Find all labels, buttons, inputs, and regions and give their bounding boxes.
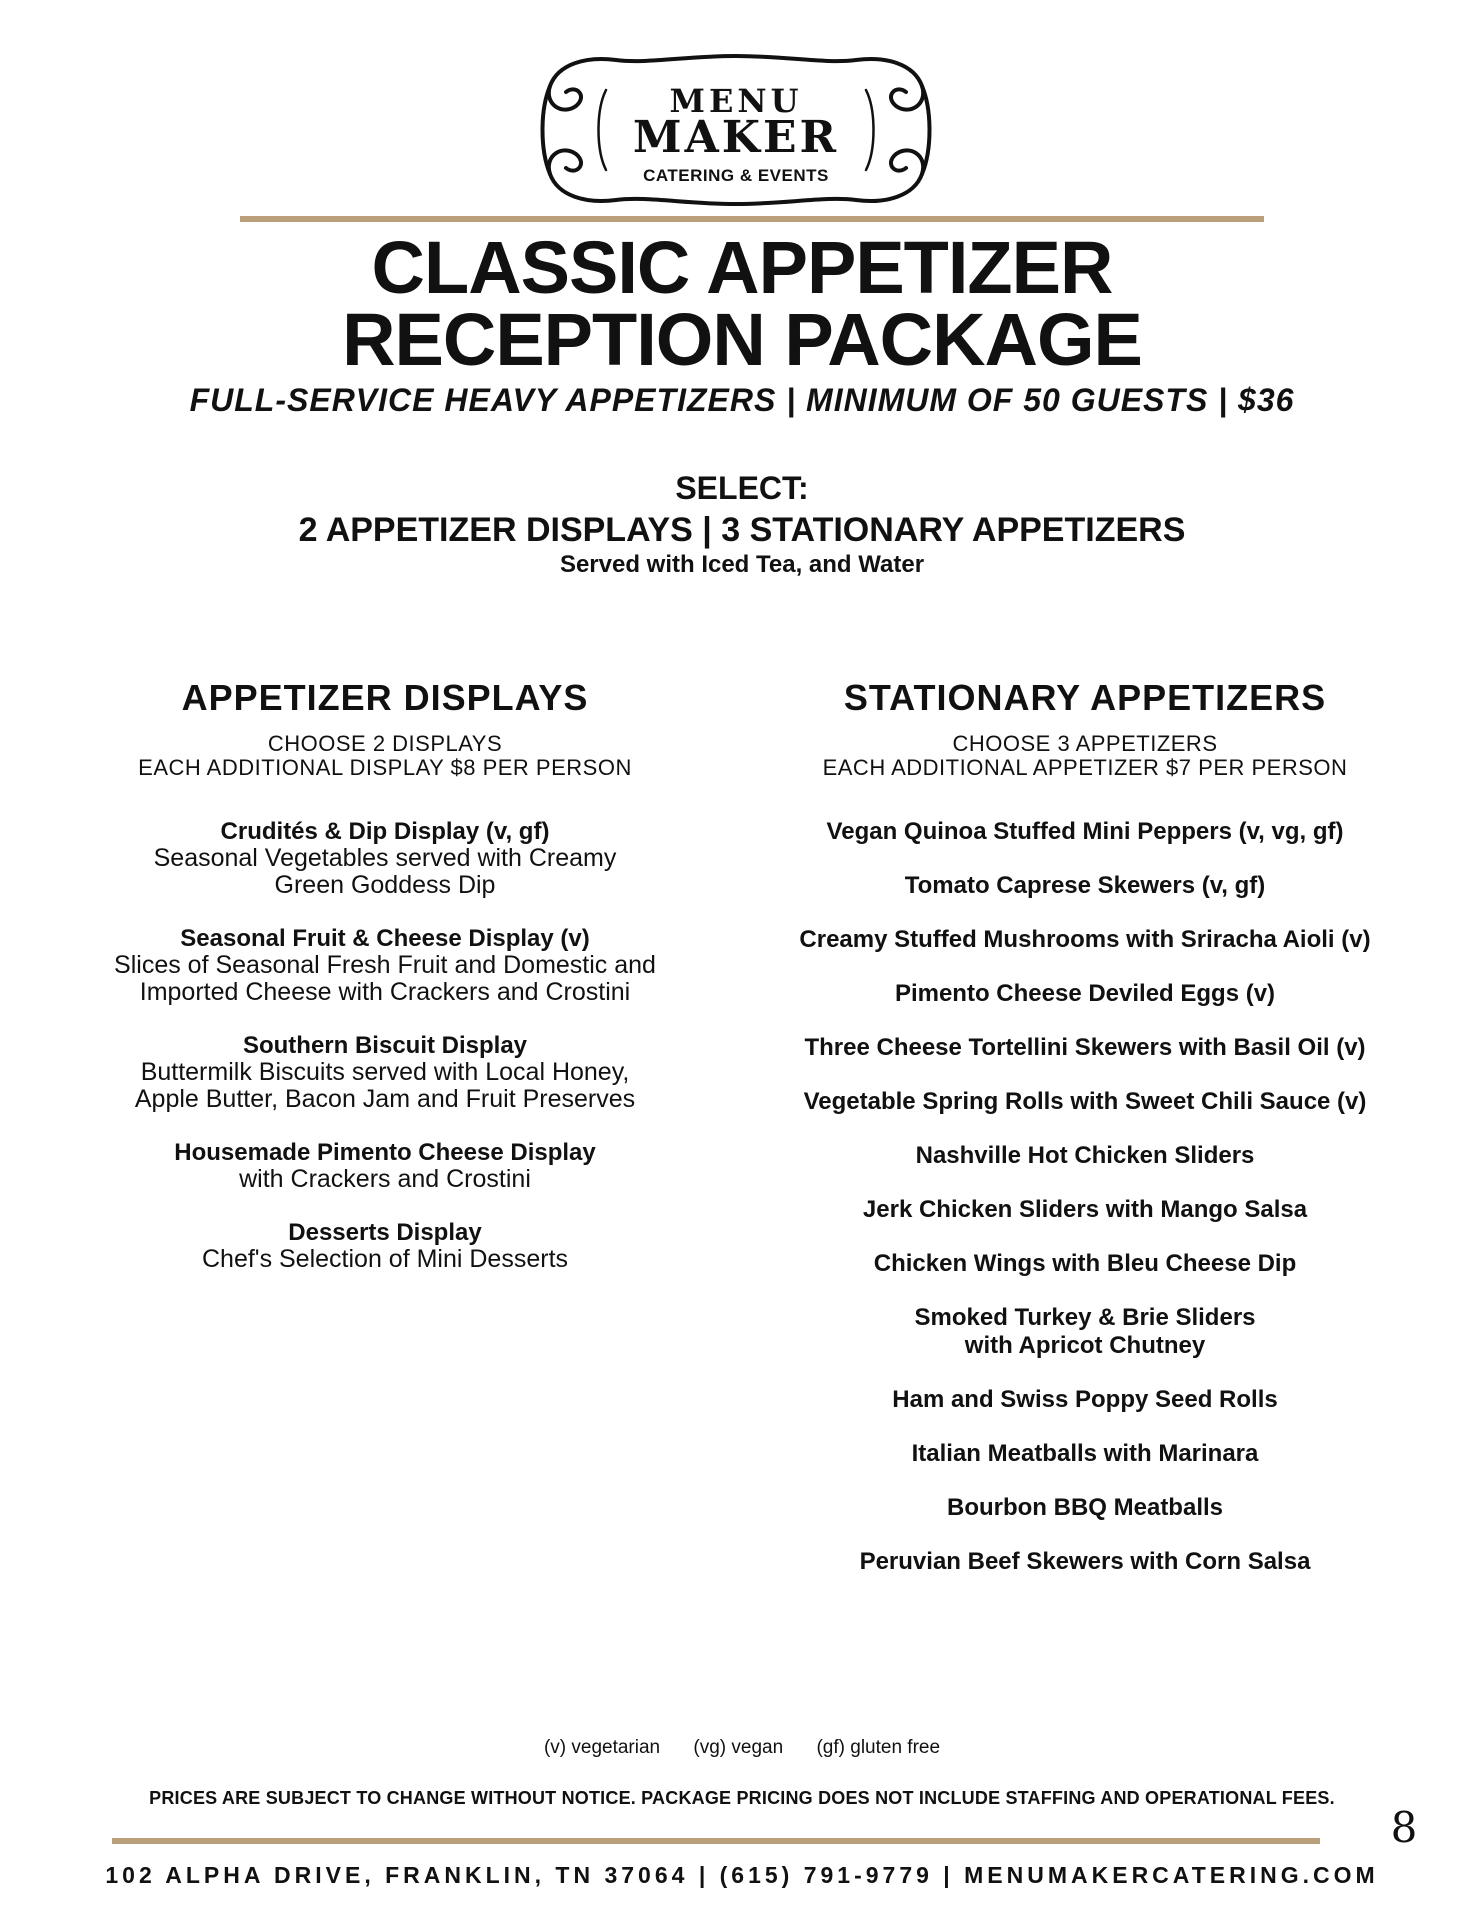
footer-contact: 102 ALPHA DRIVE, FRANKLIN, TN 37064 | (615) 791-9779 | MENUMAKERCATERING.COM <box>105 1862 1379 1888</box>
list-item: Nashville Hot Chicken Sliders <box>915 1142 1255 1169</box>
list-item: Jerk Chicken Sliders with Mango Salsa <box>862 1196 1308 1223</box>
display-name: Southern Biscuit Display <box>242 1032 528 1059</box>
dietary-legend <box>0 1736 1484 1760</box>
list-item: Three Cheese Tortellini Skewers with Basil Oil (v) <box>804 1034 1366 1061</box>
displays-list <box>70 818 700 1273</box>
display-desc: Seasonal Vegetables served with Creamy <box>153 844 617 872</box>
top-divider <box>240 216 1264 222</box>
stationary-additional-price: EACH ADDITIONAL APPETIZER $7 PER PERSON <box>822 755 1348 780</box>
stationary-choose: CHOOSE 3 APPETIZERS <box>952 731 1218 756</box>
display-name: Crudités & Dip Display (v, gf) <box>220 818 550 845</box>
legend-vegan: (vg) vegan <box>693 1737 784 1758</box>
list-item: Bourbon BBQ Meatballs <box>946 1494 1223 1521</box>
served-with: Served with Iced Tea, and Water <box>559 551 925 578</box>
stationary-note <box>730 732 1440 780</box>
list-item: Vegan Quinoa Stuffed Mini Peppers (v, vg, gf) <box>826 818 1344 845</box>
display-desc: Apple Butter, Bacon Jam and Fruit Preserves <box>134 1085 636 1113</box>
list-item: Italian Meatballs with Marinara <box>911 1440 1259 1467</box>
display-desc: Imported Cheese with Crackers and Crostini <box>139 978 631 1006</box>
list-item: Tomato Caprese Skewers (v, gf) <box>904 872 1266 899</box>
appetizer-displays-section <box>70 676 700 1299</box>
logo-menu-text: MENU <box>669 82 803 120</box>
pricing-disclaimer: PRICES ARE SUBJECT TO CHANGE WITHOUT NOTICE. PACKAGE PRICING DOES NOT INCLUDE STAFFING AND OPERATIONAL FEES. <box>149 1788 1335 1808</box>
list-item: Peruvian Beef Skewers with Corn Salsa <box>859 1548 1311 1575</box>
display-desc: Slices of Seasonal Fresh Fruit and Domestic and <box>114 951 656 979</box>
display-name: Housemade Pimento Cheese Display <box>174 1139 596 1166</box>
package-subtitle: FULL-SERVICE HEAVY APPETIZERS | MINIMUM OF 50 GUESTS | $36 <box>189 382 1295 418</box>
display-desc: Buttermilk Biscuits served with Local Honey, <box>140 1058 630 1086</box>
stationary-list <box>730 818 1440 1576</box>
display-name: Seasonal Fruit & Cheese Display (v) <box>180 925 590 952</box>
page-title-line-1: CLASSIC APPETIZER <box>371 226 1113 309</box>
displays-note <box>70 732 700 780</box>
page-number: 8 <box>1390 1803 1418 1852</box>
bottom-divider <box>112 1838 1320 1844</box>
display-desc: with Crackers and Crostini <box>239 1165 531 1193</box>
legend-gluten-free: (gf) gluten free <box>816 1737 941 1758</box>
page-title-line-2: RECEPTION PACKAGE <box>342 298 1142 381</box>
list-item <box>70 1219 700 1273</box>
list-item <box>70 818 700 899</box>
display-desc: Green Goddess Dip <box>274 871 496 899</box>
logo-tagline: CATERING & EVENTS <box>643 166 829 185</box>
legend-vegetarian: (v) vegetarian <box>543 1737 661 1758</box>
list-item: Creamy Stuffed Mushrooms with Sriracha Aioli (v) <box>799 926 1371 953</box>
list-item: Pimento Cheese Deviled Eggs (v) <box>894 980 1276 1007</box>
list-item <box>70 1139 700 1193</box>
list-item: Smoked Turkey & Brie Sliders with Apricot Chutney <box>914 1304 1256 1359</box>
select-heading: SELECT: <box>675 470 809 506</box>
logo <box>536 50 936 210</box>
display-desc: Chef's Selection of Mini Desserts <box>201 1245 569 1273</box>
list-item <box>70 925 700 1006</box>
stationary-appetizers-heading: STATIONARY APPETIZERS <box>843 677 1327 718</box>
list-item: Ham and Swiss Poppy Seed Rolls <box>892 1386 1278 1413</box>
appetizer-displays-heading: APPETIZER DISPLAYS <box>181 677 589 718</box>
logo-maker-text: MAKER <box>632 112 840 163</box>
displays-additional-price: EACH ADDITIONAL DISPLAY $8 PER PERSON <box>138 755 632 780</box>
list-item: Chicken Wings with Bleu Cheese Dip <box>873 1250 1297 1277</box>
display-name: Desserts Display <box>288 1219 482 1246</box>
list-item <box>70 1032 700 1113</box>
list-item: Vegetable Spring Rolls with Sweet Chili Sauce (v) <box>803 1088 1367 1115</box>
select-options: 2 APPETIZER DISPLAYS | 3 STATIONARY APPETIZERS <box>298 511 1186 549</box>
displays-choose: CHOOSE 2 DISPLAYS <box>267 731 503 756</box>
stationary-appetizers-section <box>730 676 1440 1602</box>
